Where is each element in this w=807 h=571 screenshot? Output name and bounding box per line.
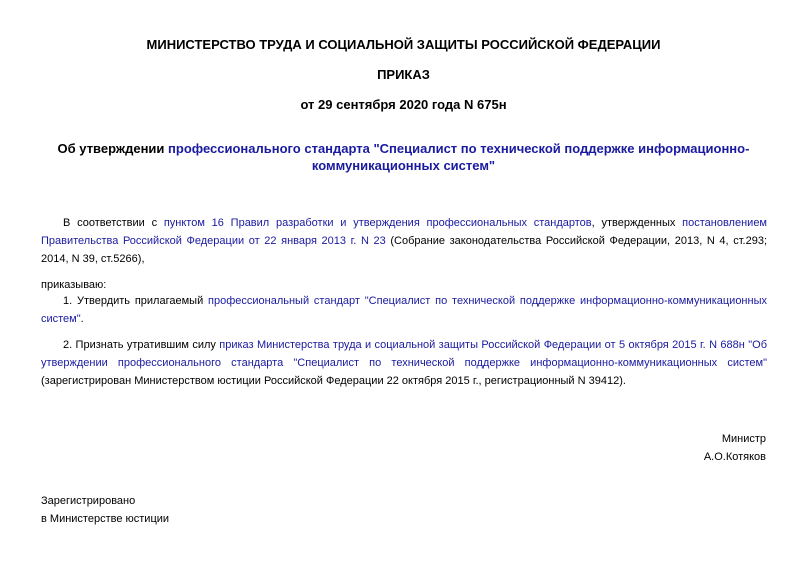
registration-line-1: Зарегистрировано	[41, 495, 136, 507]
title-prefix: Об утверждении	[57, 141, 169, 156]
preamble-paragraph	[41, 214, 767, 268]
title-standard-link[interactable]: профессионального стандарта "Специалист по технической поддержке информационно-	[168, 141, 750, 156]
order-word: приказываю:	[41, 279, 107, 291]
item2-text-1: 2. Признать утратившим силу	[63, 339, 220, 351]
order-item-2	[41, 336, 767, 390]
date-number-heading: от 29 сентября 2020 года N 675н	[300, 97, 507, 112]
professional-standard-link[interactable]: профессиональный стандарт "Специалист по технической поддержке информационно-коммуникационных систем"	[41, 295, 767, 325]
item1-text-1: 1. Утвердить прилагаемый	[63, 295, 209, 307]
registration-line-2: в Министерстве юстиции	[41, 513, 170, 525]
registration-block	[41, 492, 169, 528]
item1-text-2: .	[80, 313, 84, 325]
signature-block	[704, 430, 766, 466]
order-item-1	[41, 292, 767, 328]
ministry-heading: МИНИСТЕРСТВО ТРУДА И СОЦИАЛЬНОЙ ЗАЩИТЫ РОССИЙСКОЙ ФЕДЕРАЦИИ	[146, 37, 661, 52]
preamble-text-3: (Собрание законодательства Российской Федерации, 2013, N 4, ст.293; 2014, N 39, ст.5266),	[41, 235, 768, 265]
preamble-text-1: В соответствии с	[63, 217, 164, 229]
doc-type-heading: ПРИКАЗ	[377, 67, 430, 82]
previous-order-link[interactable]: приказ Министерства труда и социальной защиты Российской Федерации от 5 октября 2015 г. N 688н "Об утверждении профессионального стандарта "Специалист по технической поддержке информационно-коммуникационных систем"	[41, 339, 767, 369]
preamble-text-2: , утвержденных	[591, 217, 683, 229]
signatory-position: Министр	[721, 433, 766, 445]
document-title	[40, 140, 767, 174]
item2-text-2: (зарегистрирован Министерством юстиции Российской Федерации 22 октября 2015 г., регистрационный N 39412).	[41, 375, 626, 387]
title-standard-link-cont[interactable]: коммуникационных систем"	[311, 158, 496, 173]
rules-point-16-link[interactable]: пунктом 16 Правил разработки и утверждения профессиональных стандартов	[163, 217, 592, 229]
signatory-name: А.О.Котяков	[703, 451, 766, 463]
government-decree-link[interactable]: постановлением Правительства Российской Федерации от 22 января 2013 г. N 23	[41, 217, 767, 247]
